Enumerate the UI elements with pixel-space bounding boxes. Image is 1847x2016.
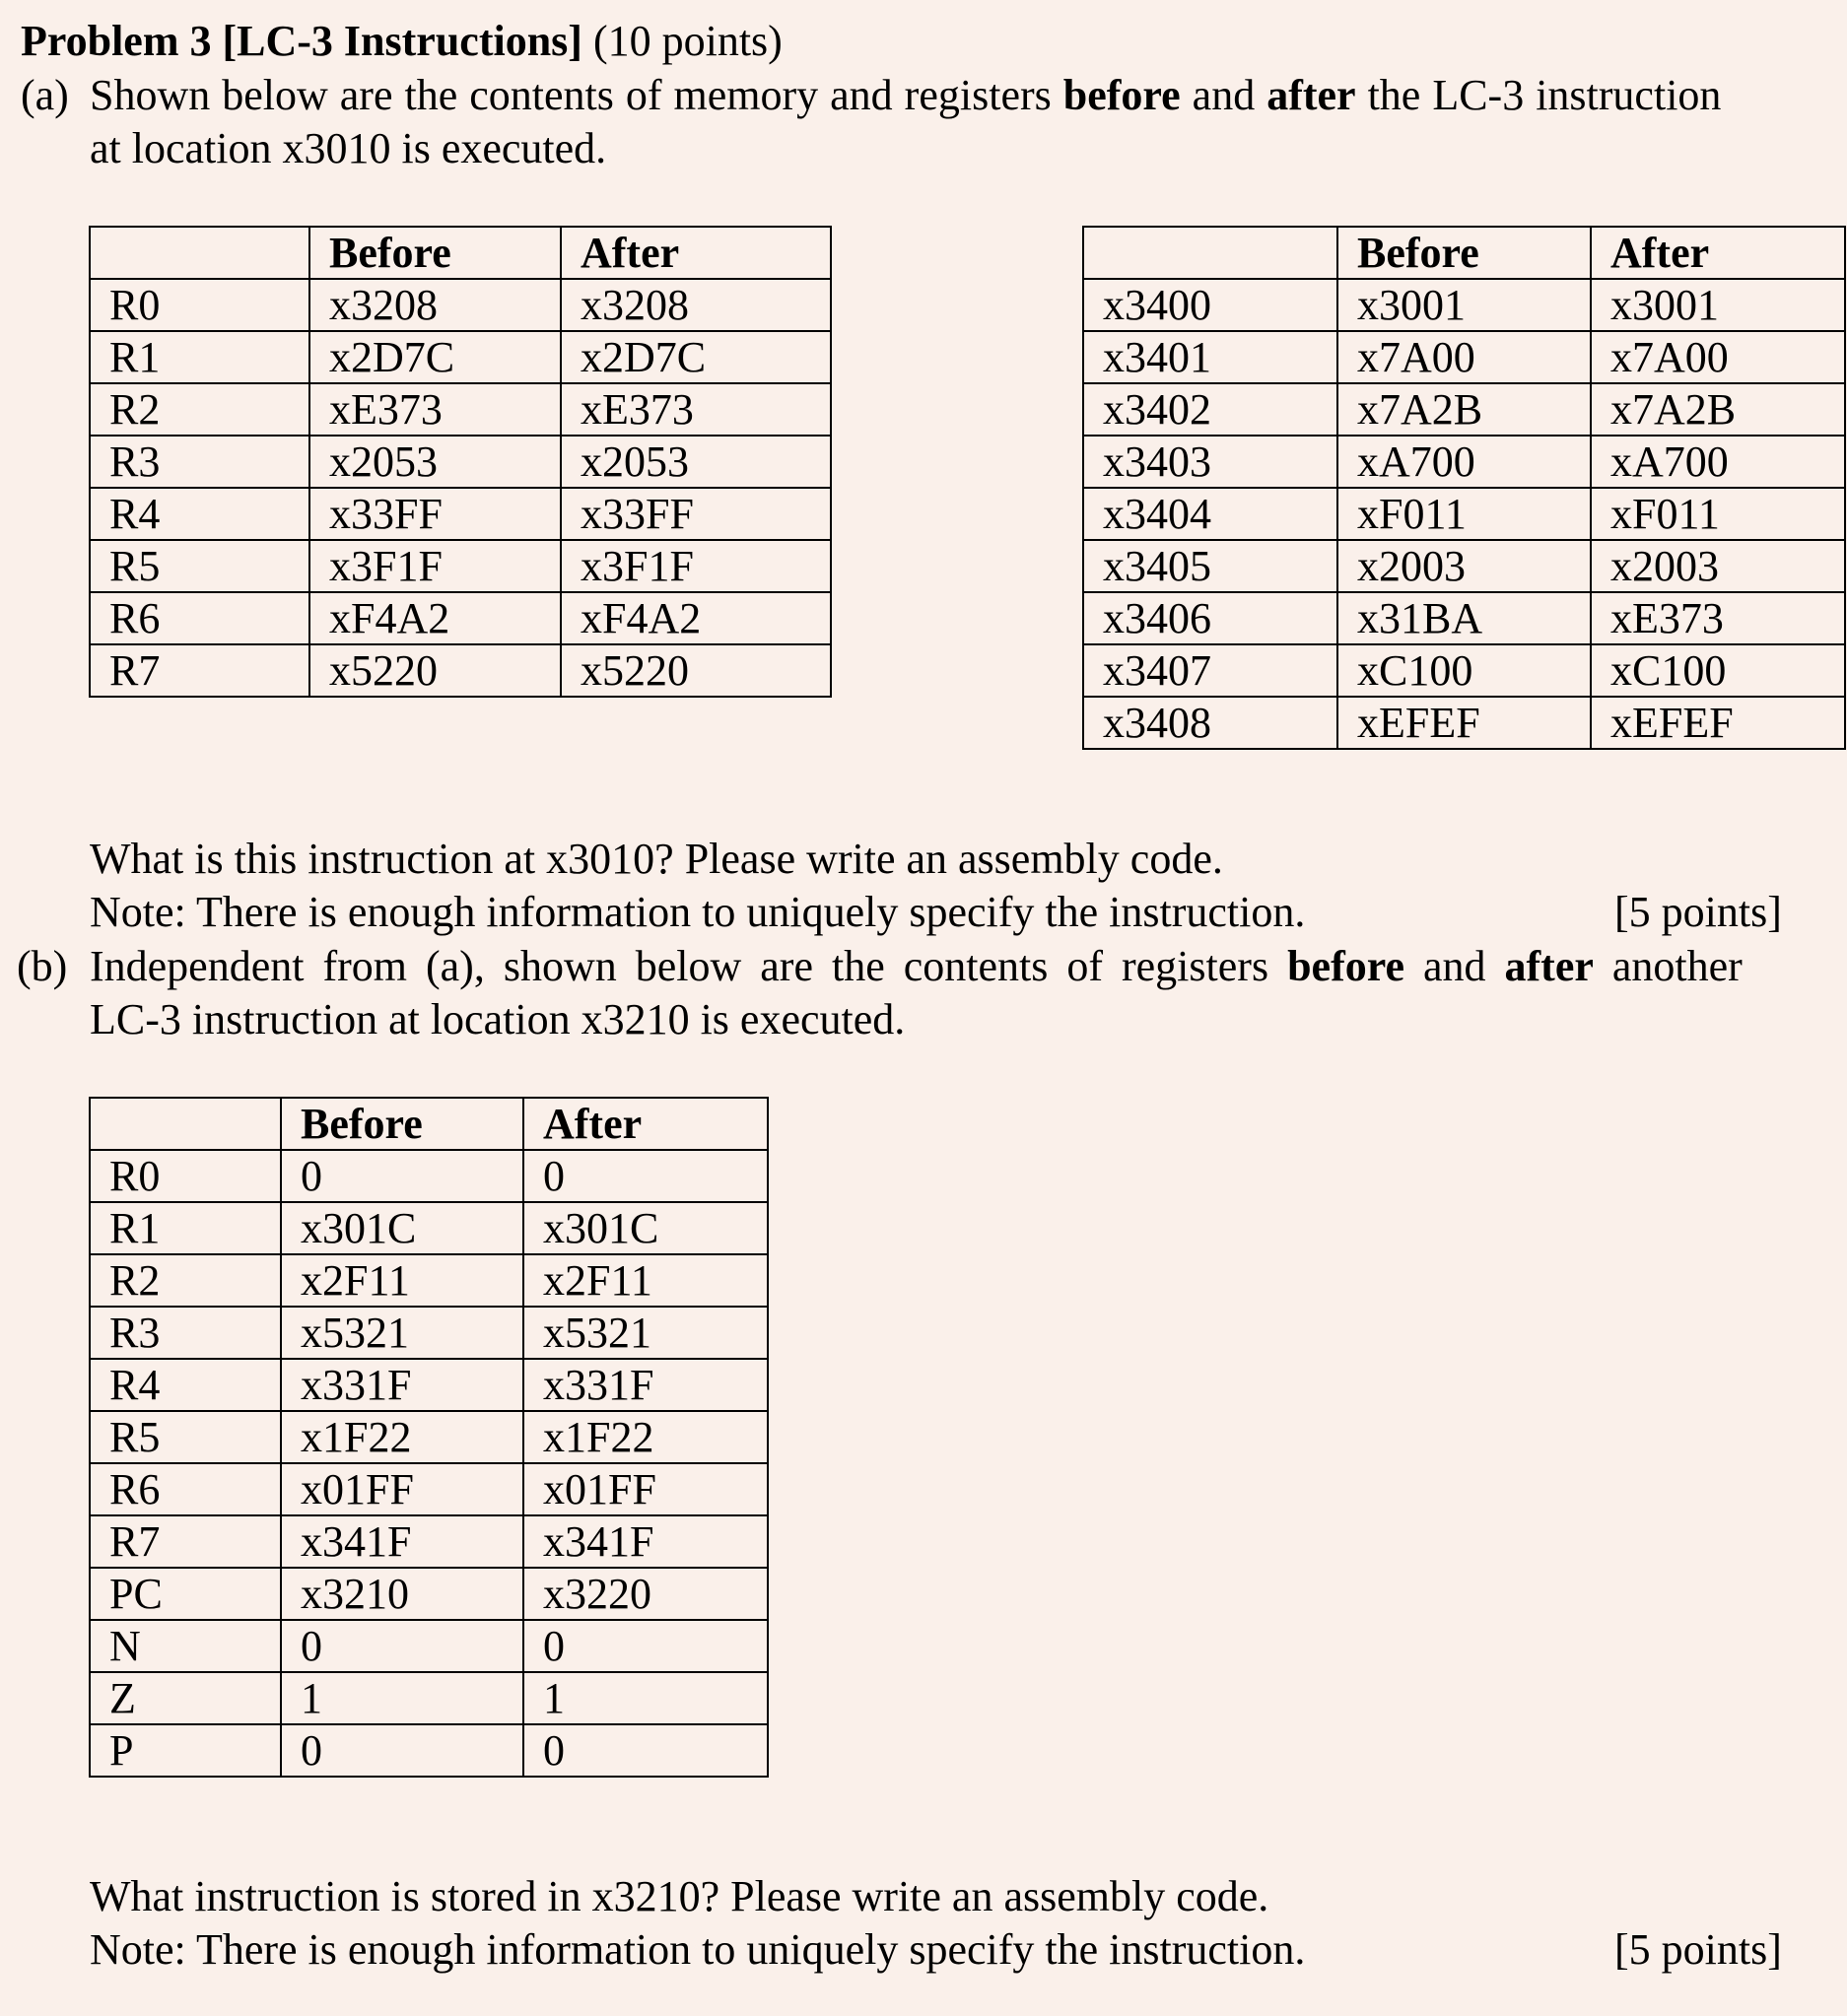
before-value-cell: 0	[281, 1620, 523, 1672]
register-row	[90, 1620, 768, 1672]
before-value-cell: x2D7C	[309, 331, 561, 383]
table-header-cell: After	[523, 1098, 768, 1150]
row-label-cell: R4	[90, 1359, 281, 1411]
before-value-cell: x341F	[281, 1515, 523, 1568]
memory-row	[1083, 488, 1845, 540]
before-value-cell: x5220	[309, 644, 561, 697]
before-value-cell: xF011	[1337, 488, 1591, 540]
register-row	[90, 540, 831, 592]
memory-row	[1083, 697, 1845, 749]
after-value-cell: 0	[523, 1724, 768, 1777]
row-label-cell: R0	[90, 1150, 281, 1202]
before-value-cell: x33FF	[309, 488, 561, 540]
before-value-cell: xE373	[309, 383, 561, 436]
register-row	[90, 1515, 768, 1568]
row-label-cell: R7	[90, 1515, 281, 1568]
table-header-cell: Before	[1337, 227, 1591, 279]
after-value-cell: x33FF	[561, 488, 831, 540]
before-value-cell: x3001	[1337, 279, 1591, 331]
table-header-cell	[1083, 227, 1337, 279]
register-row	[90, 592, 831, 644]
row-label-cell: x3404	[1083, 488, 1337, 540]
row-label-cell: R3	[90, 1307, 281, 1359]
memory-row	[1083, 331, 1845, 383]
part-b-question: What instruction is stored in x3210? Please write an assembly code.	[90, 1872, 1269, 1920]
row-label-cell: R3	[90, 436, 309, 488]
after-value-cell: x301C	[523, 1202, 768, 1254]
after-value-cell: x3001	[1591, 279, 1845, 331]
part-a-question: What is this instruction at x3010? Please write an assembly code.	[90, 835, 1223, 883]
after-value-cell: 0	[523, 1620, 768, 1672]
part-a-label: (a)	[21, 71, 69, 119]
before-value-cell: x7A00	[1337, 331, 1591, 383]
row-label-cell: x3403	[1083, 436, 1337, 488]
memory-row	[1083, 279, 1845, 331]
row-label-cell: R6	[90, 1463, 281, 1515]
row-label-cell: R5	[90, 540, 309, 592]
table-header-row	[1083, 227, 1845, 279]
part-a-intro-line2: at location x3010 is executed.	[90, 124, 607, 172]
register-row	[90, 488, 831, 540]
before-value-cell: xA700	[1337, 436, 1591, 488]
before-value-cell: x331F	[281, 1359, 523, 1411]
row-label-cell: x3405	[1083, 540, 1337, 592]
register-row	[90, 1202, 768, 1254]
row-label-cell: P	[90, 1724, 281, 1777]
row-label-cell: R7	[90, 644, 309, 697]
table-header-row	[90, 227, 831, 279]
memory-row	[1083, 436, 1845, 488]
part-a-note: Note: There is enough information to uniquely specify the instruction.	[90, 888, 1306, 936]
row-label-cell: R6	[90, 592, 309, 644]
after-value-cell: xE373	[1591, 592, 1845, 644]
before-value-cell: 0	[281, 1724, 523, 1777]
row-label-cell: R2	[90, 383, 309, 436]
table-header-cell: Before	[309, 227, 561, 279]
row-label-cell: R5	[90, 1411, 281, 1463]
part-b-points: [5 points]	[1614, 1925, 1782, 1974]
after-value-cell: x3208	[561, 279, 831, 331]
before-value-cell: x3208	[309, 279, 561, 331]
register-row	[90, 1463, 768, 1515]
table-header-cell: After	[561, 227, 831, 279]
part-b-intro-line2: LC-3 instruction at location x3210 is executed.	[90, 995, 906, 1043]
part-a-points: [5 points]	[1614, 888, 1782, 936]
before-value-cell: x7A2B	[1337, 383, 1591, 436]
after-value-cell: xF011	[1591, 488, 1845, 540]
register-row	[90, 644, 831, 697]
problem-points: (10 points)	[592, 17, 783, 65]
after-value-cell: x2D7C	[561, 331, 831, 383]
after-value-cell: xA700	[1591, 436, 1845, 488]
register-row	[90, 1568, 768, 1620]
row-label-cell: x3402	[1083, 383, 1337, 436]
register-row	[90, 1411, 768, 1463]
row-label-cell: R2	[90, 1254, 281, 1307]
row-label-cell: R1	[90, 331, 309, 383]
part-b-label: (b)	[17, 942, 68, 990]
after-value-cell: 0	[523, 1150, 768, 1202]
after-value-cell: x3220	[523, 1568, 768, 1620]
after-value-cell: x01FF	[523, 1463, 768, 1515]
after-value-cell: x2053	[561, 436, 831, 488]
part-a-register-table	[89, 226, 832, 698]
memory-row	[1083, 592, 1845, 644]
register-row	[90, 1254, 768, 1307]
before-value-cell: xC100	[1337, 644, 1591, 697]
row-label-cell: x3400	[1083, 279, 1337, 331]
row-label-cell: x3407	[1083, 644, 1337, 697]
table-header-cell: Before	[281, 1098, 523, 1150]
before-value-cell: xEFEF	[1337, 697, 1591, 749]
after-value-cell: x5220	[561, 644, 831, 697]
register-row	[90, 1307, 768, 1359]
register-row	[90, 331, 831, 383]
before-value-cell: x31BA	[1337, 592, 1591, 644]
after-value-cell: xE373	[561, 383, 831, 436]
row-label-cell: N	[90, 1620, 281, 1672]
problem-title	[21, 15, 783, 68]
after-value-cell: x2003	[1591, 540, 1845, 592]
before-value-cell: xF4A2	[309, 592, 561, 644]
row-label-cell: R4	[90, 488, 309, 540]
table-header-cell	[90, 227, 309, 279]
after-value-cell: x7A00	[1591, 331, 1845, 383]
memory-row	[1083, 383, 1845, 436]
after-value-cell: xEFEF	[1591, 697, 1845, 749]
after-value-cell: x1F22	[523, 1411, 768, 1463]
part-a-intro-line1: Shown below are the contents of memory and registers before and after the LC-3 instruction	[90, 71, 1722, 119]
after-value-cell: x341F	[523, 1515, 768, 1568]
problem-title-bold: Problem 3 [LC-3 Instructions]	[21, 17, 582, 65]
part-b-intro-line1: Independent from (a), shown below are the contents of registers before and after another	[90, 942, 1743, 990]
part-b-note: Note: There is enough information to uniquely specify the instruction.	[90, 1925, 1306, 1974]
after-value-cell: xF4A2	[561, 592, 831, 644]
before-value-cell: x01FF	[281, 1463, 523, 1515]
register-row	[90, 1359, 768, 1411]
row-label-cell: R0	[90, 279, 309, 331]
row-label-cell: x3401	[1083, 331, 1337, 383]
register-row	[90, 436, 831, 488]
row-label-cell: Z	[90, 1672, 281, 1724]
after-value-cell: x2F11	[523, 1254, 768, 1307]
before-value-cell: x5321	[281, 1307, 523, 1359]
register-row	[90, 1724, 768, 1777]
row-label-cell: x3406	[1083, 592, 1337, 644]
register-row	[90, 1150, 768, 1202]
memory-row	[1083, 644, 1845, 697]
register-row	[90, 383, 831, 436]
table-header-cell	[90, 1098, 281, 1150]
memory-row	[1083, 540, 1845, 592]
row-label-cell: R1	[90, 1202, 281, 1254]
row-label-cell: PC	[90, 1568, 281, 1620]
register-row	[90, 1672, 768, 1724]
row-label-cell: x3408	[1083, 697, 1337, 749]
after-value-cell: x331F	[523, 1359, 768, 1411]
register-row	[90, 279, 831, 331]
part-b-register-table	[89, 1097, 769, 1778]
after-value-cell: xC100	[1591, 644, 1845, 697]
before-value-cell: x3F1F	[309, 540, 561, 592]
after-value-cell: x7A2B	[1591, 383, 1845, 436]
after-value-cell: 1	[523, 1672, 768, 1724]
before-value-cell: 1	[281, 1672, 523, 1724]
table-header-cell: After	[1591, 227, 1845, 279]
after-value-cell: x5321	[523, 1307, 768, 1359]
after-value-cell: x3F1F	[561, 540, 831, 592]
before-value-cell: x1F22	[281, 1411, 523, 1463]
before-value-cell: x2F11	[281, 1254, 523, 1307]
part-a-memory-table	[1082, 226, 1846, 750]
before-value-cell: x2053	[309, 436, 561, 488]
table-header-row	[90, 1098, 768, 1150]
before-value-cell: x2003	[1337, 540, 1591, 592]
before-value-cell: 0	[281, 1150, 523, 1202]
before-value-cell: x301C	[281, 1202, 523, 1254]
before-value-cell: x3210	[281, 1568, 523, 1620]
